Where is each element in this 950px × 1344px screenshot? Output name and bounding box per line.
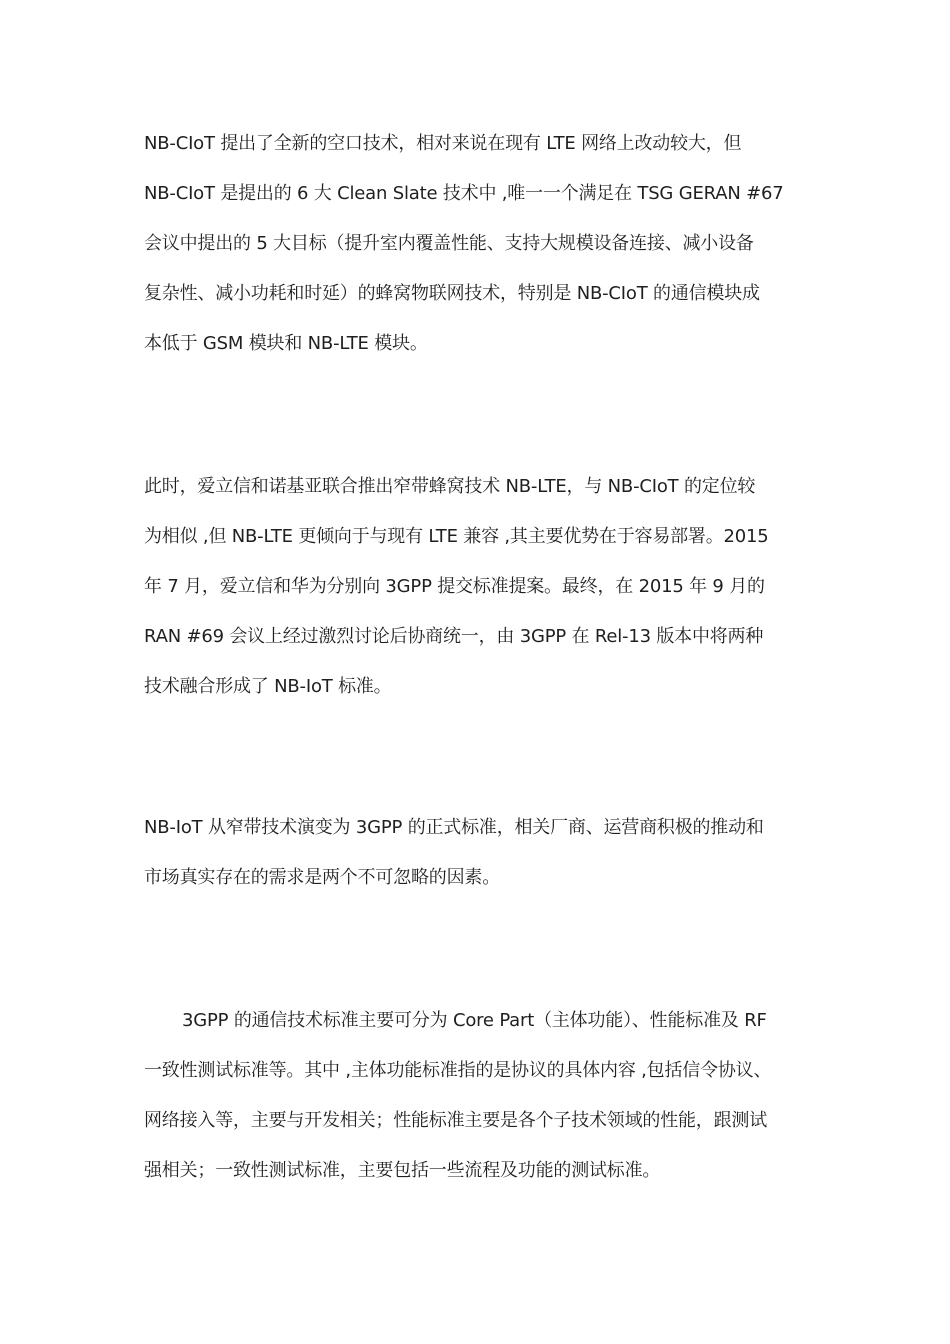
text-line: 本低于 GSM 模块和 NB-LTE 模块。 bbox=[144, 333, 428, 354]
text-line: 一致性测试标准等。其中 ,主体功能标准指的是协议的具体内容 ,包括信令协议、 bbox=[144, 1060, 772, 1081]
paragraph-nb-iot-standard bbox=[144, 803, 814, 903]
paragraph-nb-lte bbox=[144, 462, 814, 712]
text-line: NB-CIoT 是提出的 6 大 Clean Slate 技术中 ,唯一一个满足在 TSG GERAN #67 bbox=[144, 183, 784, 204]
text-line: NB-IoT 从窄带技术演变为 3GPP 的正式标准，相关厂商、运营商积极的推动和 bbox=[144, 817, 764, 838]
text-line: 此时，爱立信和诺基亚联合推出窄带蜂窝技术 NB-LTE，与 NB-CIoT 的定位较 bbox=[144, 476, 756, 497]
text-line: 会议中提出的 5 大目标（提升室内覆盖性能、支持大规模设备连接、减小设备 bbox=[144, 233, 754, 254]
text-line: 为相似 ,但 NB-LTE 更倾向于与现有 LTE 兼容 ,其主要优势在于容易部署。2015 bbox=[144, 526, 769, 547]
text-line: 年 7 月，爱立信和华为分别向 3GPP 提交标准提案。最终，在 2015 年 9 月的 bbox=[144, 576, 765, 597]
text-line: 复杂性、减小功耗和时延）的蜂窝物联网技术，特别是 NB-CIoT 的通信模块成 bbox=[144, 283, 760, 304]
text-line: 市场真实存在的需求是两个不可忽略的因素。 bbox=[144, 867, 500, 888]
text-line: 网络接入等，主要与开发相关；性能标准主要是各个子技术领域的性能，跟测试 bbox=[144, 1110, 767, 1131]
text-line: 3GPP 的通信技术标准主要可分为 Core Part（主体功能）、性能标准及 RF bbox=[182, 1010, 767, 1031]
paragraph-3gpp-standards bbox=[144, 996, 814, 1196]
text-line: NB-CIoT 提出了全新的空口技术，相对来说在现有 LTE 网络上改动较大，但 bbox=[144, 133, 742, 154]
text-line: 强相关；一致性测试标准，主要包括一些流程及功能的测试标准。 bbox=[144, 1160, 661, 1181]
text-line: RAN #69 会议上经过激烈讨论后协商统一，由 3GPP 在 Rel-13 版本中将两种 bbox=[144, 626, 764, 647]
text-line: 技术融合形成了 NB-IoT 标准。 bbox=[144, 676, 392, 697]
paragraph-nb-ciot bbox=[144, 119, 814, 369]
